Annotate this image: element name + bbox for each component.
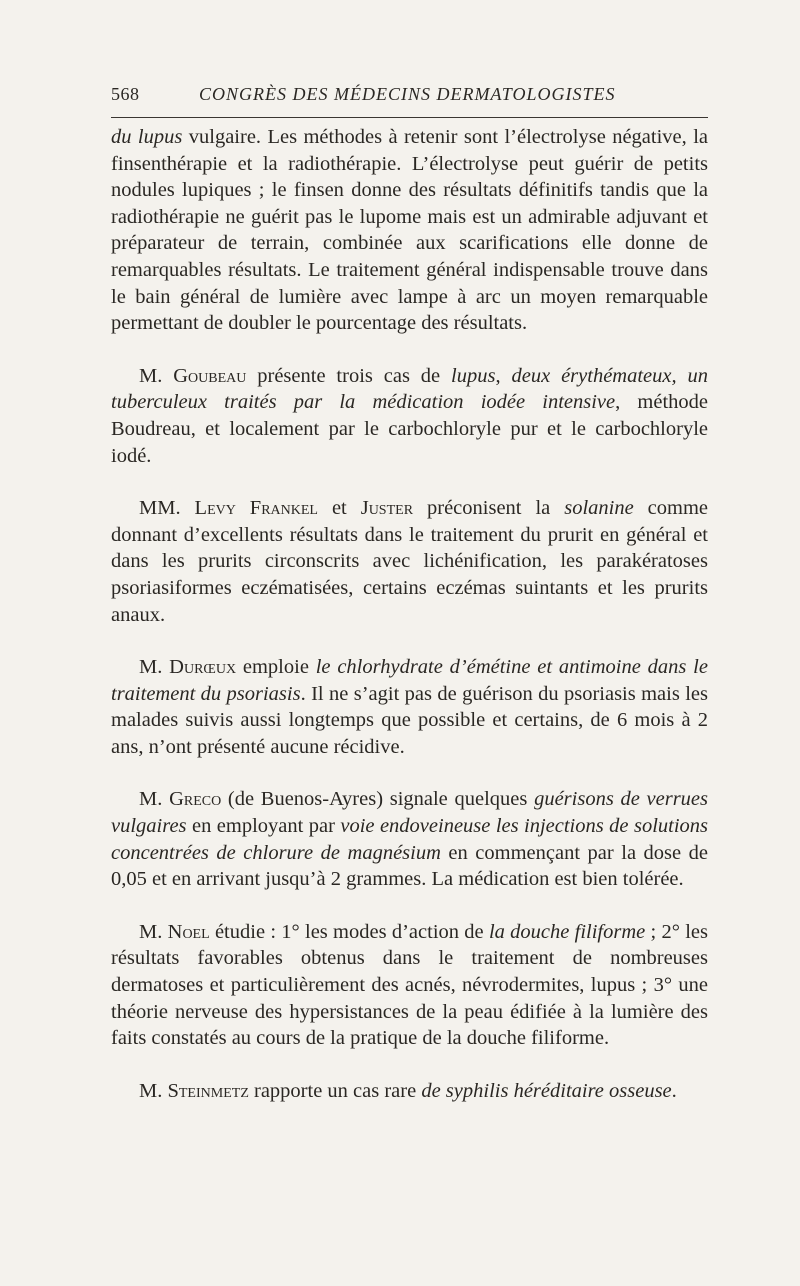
author-name: Goubeau bbox=[173, 364, 247, 387]
paragraph-lupus-continuation: du lupus vulgaire. Les méthodes à retenir sont l’électrolyse négative, la finsenthérapie et la radiothérapie. L’électrolyse peut guérir de petits nodules lupiques ; le finsen donne des résultats définitifs tandis que la radiothérapie ne guérit pas le lupome mais est un admirable adjuvant et préparateur de terrain, combinée aux scarifications elle donne de remarquables résultats. Le traitement général indispensable trouve dans le bain général de lumière avec lampe à arc un moyen remarquable permettant de doubler le pourcentage des résultats. bbox=[111, 126, 708, 335]
page-body bbox=[111, 124, 708, 1104]
page-number: 568 bbox=[111, 84, 140, 104]
paragraph-duroeux: M. Durœux emploie le chlorhydrate d’émétine et antimoine dans le traitement du psoriasis. Il ne s’agit pas de guérison du psoriasis mais les malades suivis aussi longtemps que possible et certains, de 6 mois à 2 ans, n’ont présenté aucune récidive. bbox=[111, 656, 708, 758]
paragraph-steinmetz: M. Steinmetz rapporte un cas rare de syphilis héréditaire osseuse. bbox=[139, 1079, 677, 1102]
author-name: Greco bbox=[169, 788, 222, 811]
running-title: CONGRÈS DES MÉDECINS DERMATOLOGISTES bbox=[199, 84, 616, 104]
paragraph-greco: M. Greco (de Buenos-Ayres) signale quelques guérisons de verrues vulgaires en employant par voie endoveineuse les injections de solutions concentrées de chlorure de magnésium en commençant par la dose de 0,05 et en arrivant jusqu’à 2 grammes. La médication est bien tolérée. bbox=[111, 788, 709, 891]
page-header bbox=[111, 84, 708, 106]
author-name: Levy Frankel bbox=[194, 497, 318, 520]
paragraph-levy-frankel-juster: MM. Levy Frankel et Juster préconisent la solanine comme donnant d’excellents résultats dans le traitement du prurit en général et dans les prurits circonscrits avec lichénification, les parakératoses psoriasiformes eczématisées, certains eczémas suintants et les prurits anaux. bbox=[111, 497, 709, 626]
author-name: Steinmetz bbox=[167, 1079, 249, 1102]
author-name: Noel bbox=[167, 920, 210, 943]
paragraph-goubeau: M. Goubeau présente trois cas de lupus, deux érythémateux, un tuberculeux traités par la médication iodée intensive, méthode Boudreau, et localement par le carbochloryle pur et le carbochloryle iodé. bbox=[111, 364, 708, 467]
header-rule bbox=[111, 117, 708, 118]
author-name: Juster bbox=[360, 497, 414, 520]
paragraph-noel: M. Noel étudie : 1° les modes d’action de la douche filiforme ; 2° les résultats favorables obtenus dans le traitement de nombreuses dermatoses et particulièrement des acnés, névrodermites, lupus ; 3° une théorie nerveuse des hypersistances de la peau édifiée à la lumière des faits constatés au cours de la pratique de la douche filiforme. bbox=[111, 920, 708, 1050]
author-name: Durœux bbox=[169, 656, 237, 679]
